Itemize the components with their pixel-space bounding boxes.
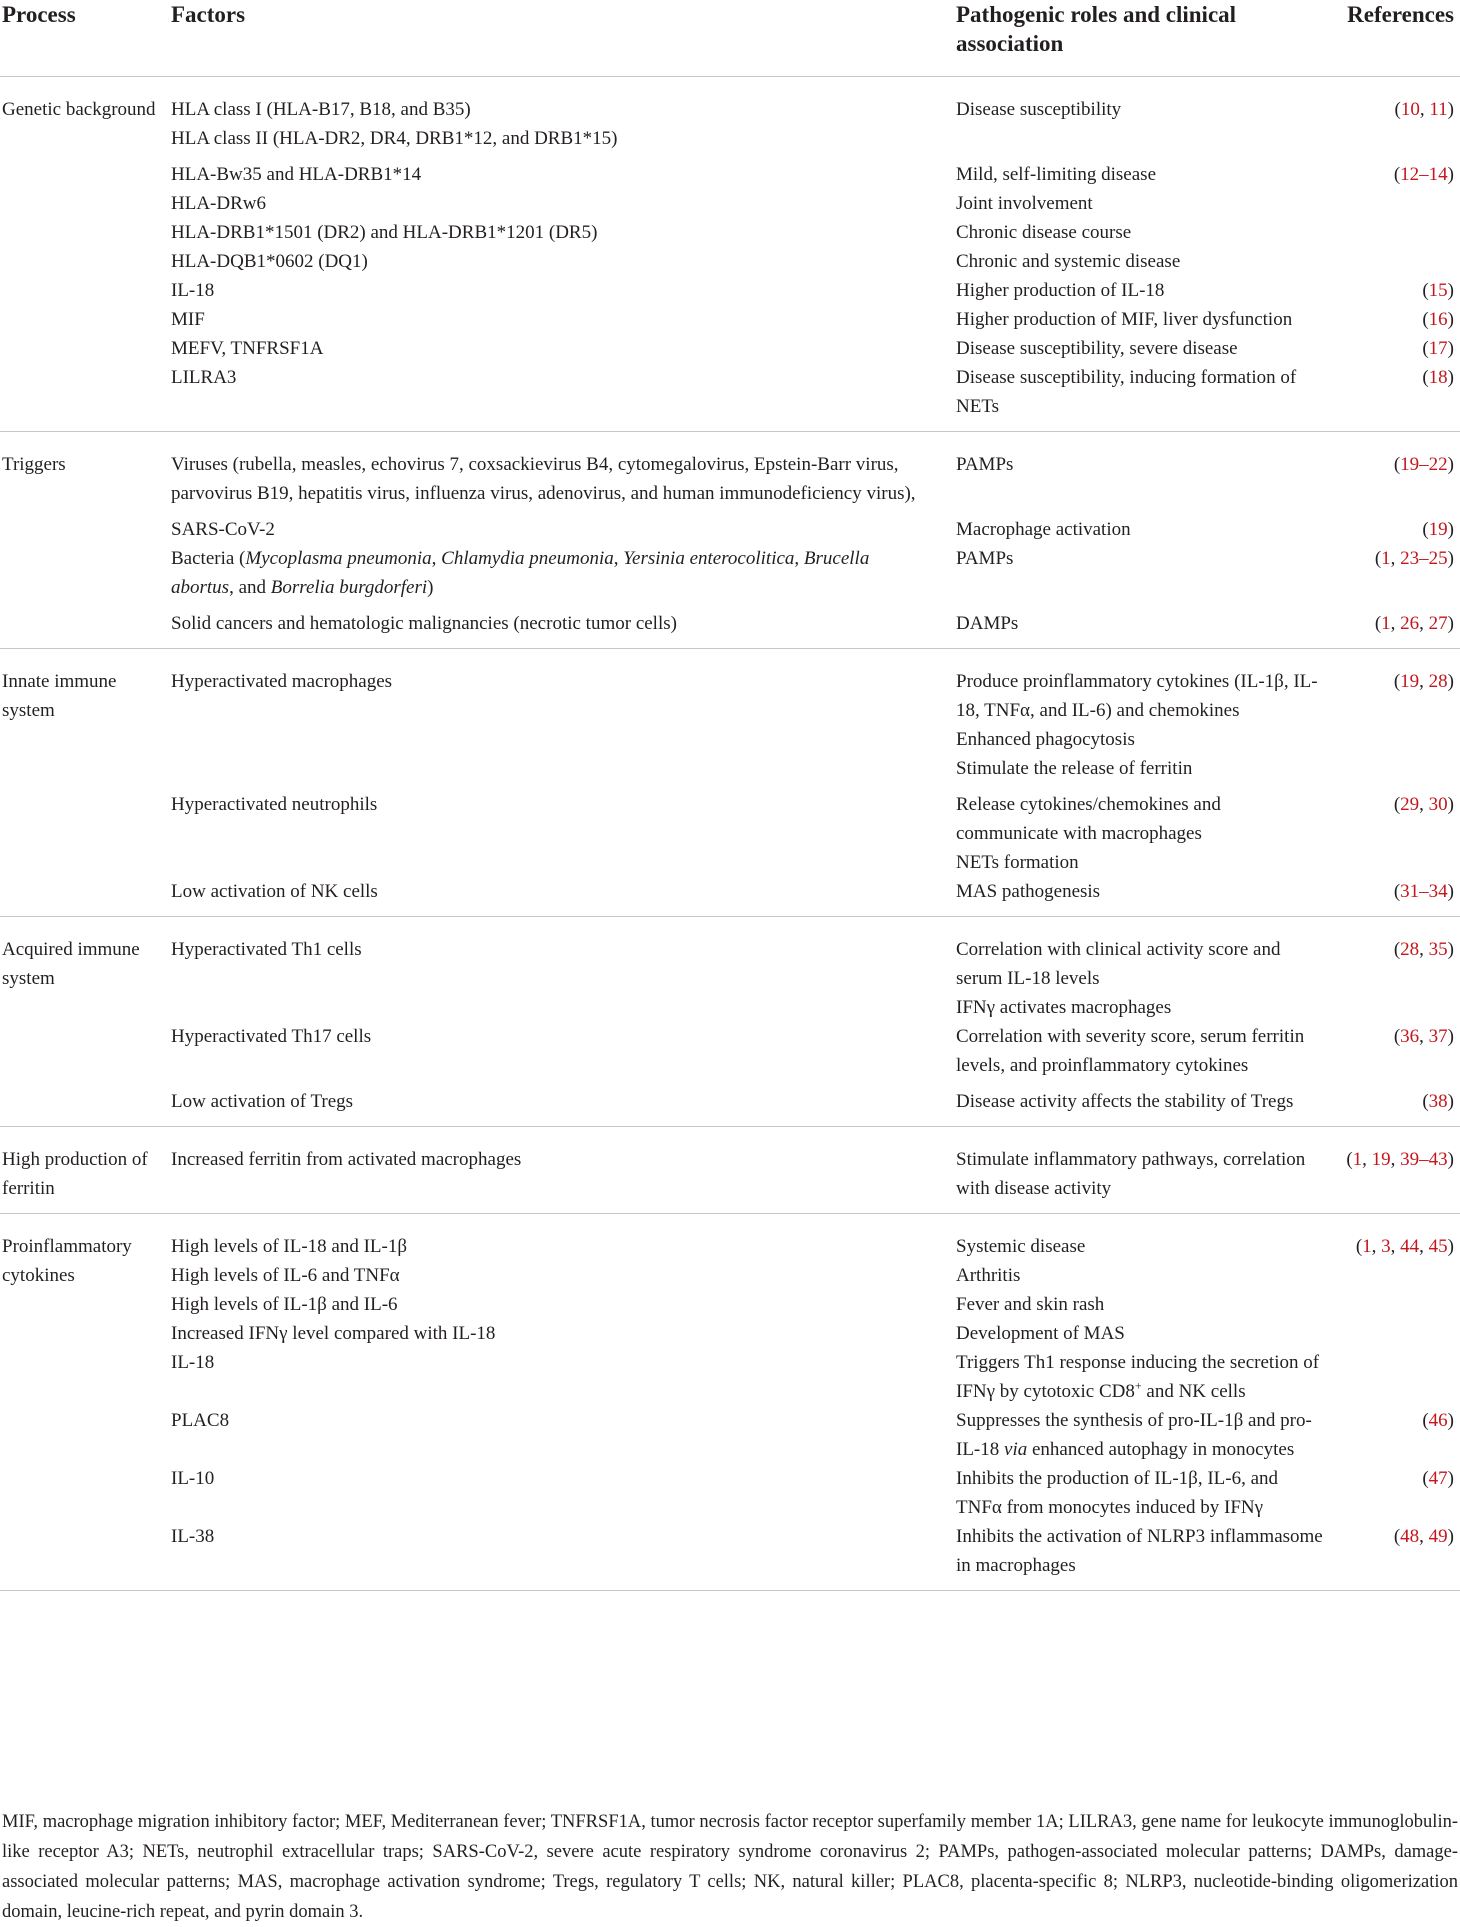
process-cell: Innate immune system (2, 671, 117, 721)
reference-link[interactable]: 31–34 (1400, 881, 1448, 902)
factor-cell: High levels of IL-6 and TNFα (171, 1265, 400, 1286)
process-cell: Triggers (2, 454, 66, 475)
factor-cell: HLA class I (HLA-B17, B18, and B35) HLA class II (HLA-DR2, DR4, DRB1*12, and DRB1*15) (171, 99, 618, 149)
role-cell: Higher production of MIF, liver dysfunction (956, 309, 1293, 330)
references-cell (1338, 247, 1460, 276)
table-row (171, 1319, 1460, 1348)
reference-link[interactable]: 19 (1428, 519, 1448, 540)
role-cell: Chronic disease course (956, 222, 1132, 243)
factor-cell: Low activation of NK cells (171, 881, 378, 902)
reference-link[interactable]: 45 (1428, 1236, 1448, 1257)
factor-cell: Bacteria (Mycoplasma pneumonia, Chlamydia pneumonia, Yersinia enterocolitica, Brucella abortus, and Borrelia burgdorferi) (171, 548, 870, 598)
references-cell: (1, 26, 27) (1374, 613, 1454, 634)
reference-link[interactable]: 1 (1352, 1149, 1363, 1170)
references-cell (1338, 1348, 1460, 1406)
role-cell: Stimulate inflammatory pathways, correlation with disease activity (956, 1149, 1306, 1199)
table-row (171, 363, 1460, 421)
factor-cell: IL-18 (171, 1352, 215, 1373)
reference-link[interactable]: 19 (1400, 671, 1420, 692)
reference-link[interactable]: 30 (1428, 794, 1448, 815)
table-row (171, 1348, 1460, 1406)
reference-link[interactable]: 28 (1428, 671, 1448, 692)
table-section (0, 917, 1460, 1127)
references-cell: (1, 19, 39–43) (1346, 1149, 1454, 1170)
reference-link[interactable]: 39–43 (1400, 1149, 1448, 1170)
process-cell: Genetic background (2, 99, 156, 120)
reference-link[interactable]: 16 (1428, 309, 1448, 330)
factor-cell: HLA-DQB1*0602 (DQ1) (171, 251, 368, 272)
role-cell: Suppresses the synthesis of pro-IL-1β and pro-IL-18 via enhanced autophagy in monocytes (956, 1410, 1312, 1460)
references-cell: (48, 49) (1393, 1526, 1454, 1547)
references-cell: (29, 30) (1393, 794, 1454, 815)
table-row (171, 609, 1460, 638)
table-row (171, 1290, 1460, 1319)
table-row (171, 1522, 1460, 1580)
table-row (171, 667, 1460, 783)
reference-link[interactable]: 18 (1428, 367, 1448, 388)
table-section (0, 1127, 1460, 1214)
factor-cell: Hyperactivated Th17 cells (171, 1026, 372, 1047)
references-cell: (1, 23–25) (1374, 548, 1454, 569)
header-process: Process (2, 2, 76, 27)
factor-cell: Hyperactivated Th1 cells (171, 939, 362, 960)
role-cell: Produce proinflammatory cytokines (IL-1β, IL-18, TNFα, and IL-6) and chemokines Enhanced phagocytosis Stimulate the release of ferritin (956, 671, 1318, 779)
role-cell: Fever and skin rash (956, 1294, 1105, 1315)
table-row (171, 1464, 1460, 1522)
role-cell: Correlation with clinical activity score and serum IL-18 levels IFNγ activates macrophages (956, 939, 1281, 1018)
factor-cell: High levels of IL-1β and IL-6 (171, 1294, 398, 1315)
role-cell: Correlation with severity score, serum ferritin levels, and proinflammatory cytokines (956, 1026, 1305, 1076)
table-row (171, 1087, 1460, 1116)
role-cell: MAS pathogenesis (956, 881, 1101, 902)
references-cell: (36, 37) (1393, 1026, 1454, 1047)
role-cell: Macrophage activation (956, 519, 1131, 540)
reference-link[interactable]: 37 (1428, 1026, 1448, 1047)
references-cell: (19) (1422, 519, 1454, 540)
factor-cell: IL-10 (171, 1468, 215, 1489)
table-row (171, 515, 1460, 544)
table-header (0, 0, 1460, 77)
role-cell: Higher production of IL-18 (956, 280, 1165, 301)
process-cell: Acquired immune system (2, 939, 140, 989)
table-section (0, 1214, 1460, 1591)
references-cell (1338, 1290, 1460, 1319)
references-cell: (10, 11) (1394, 99, 1454, 120)
factor-cell: Hyperactivated macrophages (171, 671, 393, 692)
role-cell: Development of MAS (956, 1323, 1125, 1344)
factor-cell: HLA-DRw6 (171, 193, 266, 214)
factor-cell: High levels of IL-18 and IL-1β (171, 1236, 408, 1257)
reference-link[interactable]: 19 (1371, 1149, 1391, 1170)
references-cell (1338, 1261, 1460, 1290)
factor-cell: IL-18 (171, 280, 215, 301)
role-cell: Disease susceptibility (956, 99, 1122, 120)
references-cell: (46) (1422, 1410, 1454, 1431)
reference-link[interactable]: 1 (1381, 548, 1391, 569)
table-section (0, 649, 1460, 917)
factor-cell: HLA-DRB1*1501 (DR2) and HLA-DRB1*1201 (DR5) (171, 222, 598, 243)
role-cell: Inhibits the production of IL-1β, IL-6, and TNFα from monocytes induced by IFNγ (956, 1468, 1279, 1518)
reference-link[interactable]: 3 (1381, 1236, 1391, 1257)
reference-link[interactable]: 44 (1400, 1236, 1420, 1257)
references-cell: (47) (1422, 1468, 1454, 1489)
table-row (171, 218, 1460, 247)
reference-link[interactable]: 1 (1362, 1236, 1372, 1257)
table-row (171, 1406, 1460, 1464)
factor-cell: Low activation of Tregs (171, 1091, 354, 1112)
role-cell: DAMPs (956, 613, 1019, 634)
table-row (171, 160, 1460, 189)
reference-link[interactable]: 36 (1400, 1026, 1420, 1047)
header-factors: Factors (171, 2, 246, 27)
reference-link[interactable]: 27 (1428, 613, 1448, 634)
table-row (171, 935, 1460, 1022)
header-references: References (1347, 2, 1454, 27)
table-row (171, 450, 1460, 508)
table-row (171, 1232, 1460, 1261)
reference-link[interactable]: 49 (1428, 1526, 1448, 1547)
role-cell: Systemic disease (956, 1236, 1086, 1257)
references-cell (1338, 218, 1460, 247)
role-cell: Mild, self-limiting disease (956, 164, 1157, 185)
reference-link[interactable]: 1 (1381, 613, 1391, 634)
reference-link[interactable]: 10 (1400, 99, 1420, 120)
role-cell: Release cytokines/chemokines and communicate with macrophages NETs formation (956, 794, 1221, 873)
table-row (171, 334, 1460, 363)
reference-link[interactable]: 47 (1428, 1468, 1448, 1489)
factor-cell: Increased IFNγ level compared with IL-18 (171, 1323, 496, 1344)
role-cell: Arthritis (956, 1265, 1021, 1286)
reference-link[interactable]: 19–22 (1400, 454, 1448, 475)
table-row (171, 305, 1460, 334)
header-roles: Pathogenic roles and clinical association (956, 2, 1237, 56)
table-row (171, 544, 1460, 602)
factor-cell: Viruses (rubella, measles, echovirus 7, coxsackievirus B4, cytomegalovirus, Epstein-Barr virus, parvovirus B19, hepatitis virus, influenza virus, adenovirus, and human immunodeficiency virus), (171, 454, 916, 504)
process-cell: Proinflammatory cytokines (2, 1236, 132, 1286)
table-row (171, 189, 1460, 218)
factor-cell: PLAC8 (171, 1410, 230, 1431)
reference-link[interactable]: 11 (1429, 99, 1448, 120)
table-row (171, 1145, 1460, 1203)
factor-cell: LILRA3 (171, 367, 237, 388)
reference-link[interactable]: 12–14 (1400, 164, 1448, 185)
table-row (171, 247, 1460, 276)
references-cell (1338, 189, 1460, 218)
factor-cell: MIF (171, 309, 205, 330)
references-cell: (28, 35) (1393, 939, 1454, 960)
table-row (171, 1261, 1460, 1290)
references-cell (1338, 1319, 1460, 1348)
reference-link[interactable]: 48 (1400, 1526, 1420, 1547)
references-cell: (18) (1422, 367, 1454, 388)
reference-link[interactable]: 38 (1428, 1091, 1448, 1112)
role-cell: Joint involvement (956, 193, 1093, 214)
factor-cell: IL-38 (171, 1526, 215, 1547)
table-row (171, 95, 1460, 153)
references-cell: (38) (1422, 1091, 1454, 1112)
table-row (171, 1022, 1460, 1080)
factor-cell: MEFV, TNFRSF1A (171, 338, 324, 359)
reference-link[interactable]: 29 (1400, 794, 1420, 815)
reference-link[interactable]: 28 (1400, 939, 1420, 960)
role-cell: PAMPs (956, 548, 1014, 569)
table-row (171, 276, 1460, 305)
reference-link[interactable]: 35 (1428, 939, 1448, 960)
factor-cell: SARS-CoV-2 (171, 519, 275, 540)
references-cell: (19, 28) (1393, 671, 1454, 692)
table-footnote: MIF, macrophage migration inhibitory factor; MEF, Mediterranean fever; TNFRSF1A, tumor necrosis factor receptor superfamily member 1A; LILRA3, gene name for leukocyte immunoglobulin-like receptor A3; NETs, neutrophil extracellular traps; SARS-CoV-2, severe acute respiratory syndrome coronavirus 2; PAMPs, pathogen-associated molecular patterns; DAMPs, damage-associated molecular patterns; MAS, macrophage activation syndrome; Tregs, regulatory T cells; NK, natural killer; PLAC8, placenta-specific 8; NLRP3, nucleotide-binding oligomerization domain, leucine-rich repeat, and pyrin domain 3. (2, 1812, 1458, 1922)
role-cell: Chronic and systemic disease (956, 251, 1181, 272)
role-cell: Disease activity affects the stability of Tregs (956, 1091, 1294, 1112)
table-section (0, 432, 1460, 649)
table-section (0, 77, 1460, 432)
table-row (171, 790, 1460, 877)
references-cell: (19–22) (1393, 454, 1454, 475)
role-cell: Disease susceptibility, inducing formation of NETs (956, 367, 1297, 417)
references-cell: (15) (1422, 280, 1454, 301)
factor-cell: Increased ferritin from activated macrophages (171, 1149, 522, 1170)
table-body (0, 77, 1460, 1591)
reference-link[interactable]: 23–25 (1400, 548, 1448, 569)
references-cell: (31–34) (1393, 881, 1454, 902)
role-cell: Triggers Th1 response inducing the secretion of IFNγ by cytotoxic CD8+ and NK cells (956, 1352, 1320, 1402)
references-cell: (12–14) (1393, 164, 1454, 185)
reference-link[interactable]: 17 (1428, 338, 1448, 359)
reference-link[interactable]: 15 (1428, 280, 1448, 301)
factor-cell: Solid cancers and hematologic malignancies (necrotic tumor cells) (171, 613, 677, 634)
factor-cell: Hyperactivated neutrophils (171, 794, 378, 815)
references-cell: (17) (1422, 338, 1454, 359)
role-cell: Inhibits the activation of NLRP3 inflammasome in macrophages (956, 1526, 1323, 1576)
table-row (171, 877, 1460, 906)
references-cell: (1, 3, 44, 45) (1355, 1236, 1454, 1257)
role-cell: Disease susceptibility, severe disease (956, 338, 1238, 359)
role-cell: PAMPs (956, 454, 1014, 475)
factor-cell: HLA-Bw35 and HLA-DRB1*14 (171, 164, 422, 185)
process-cell: High production of ferritin (2, 1149, 148, 1199)
references-cell: (16) (1422, 309, 1454, 330)
reference-link[interactable]: 46 (1428, 1410, 1448, 1431)
reference-link[interactable]: 26 (1400, 613, 1420, 634)
